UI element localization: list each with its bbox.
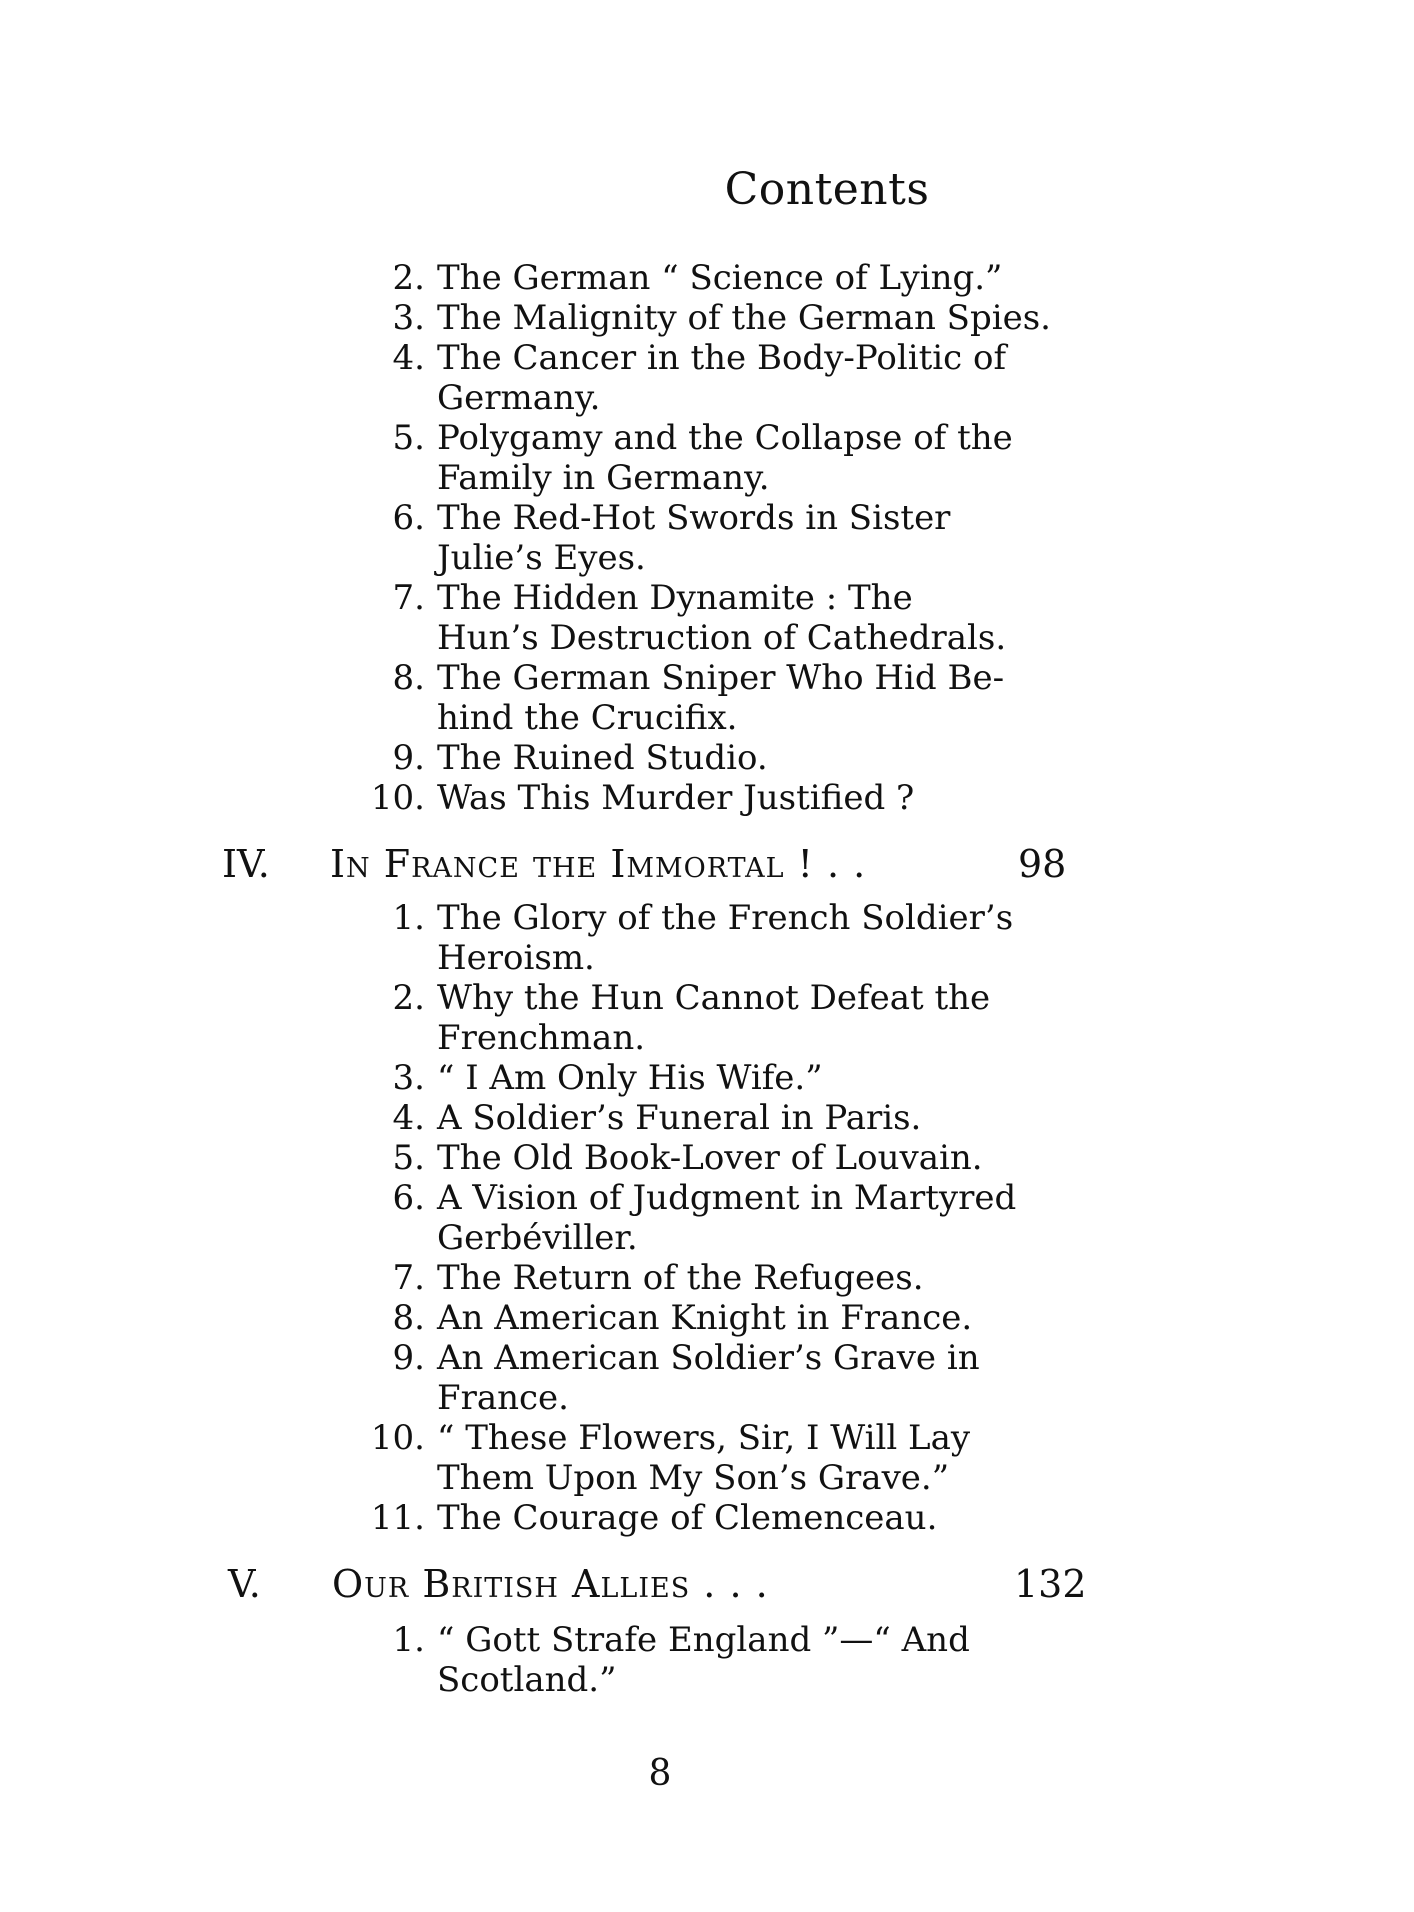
entry-line: A Vision of Judgment in Martyred [437, 1178, 1017, 1218]
entry-number: 10. [370, 778, 425, 818]
entry-title [437, 778, 997, 818]
entry-number: 3. [392, 1058, 425, 1098]
entry-line: Hun’s Destruction of Cathedrals. [437, 618, 1007, 658]
entry-line: Gerbéviller. [437, 1218, 638, 1258]
entry-number: 1. [392, 898, 425, 938]
entry-number: 11. [370, 1498, 425, 1538]
section-title: In France the Immortal ! . . [330, 842, 867, 886]
entry-line: The Glory of the French Soldier’s [437, 898, 1014, 938]
entry-title [437, 298, 1051, 338]
entry-line: Heroism. [437, 938, 595, 978]
entry-number: 6. [392, 1178, 425, 1218]
section-heading-iv [0, 842, 1414, 886]
entry-title [437, 1338, 997, 1418]
entry-line: The German Sniper Who Hid Be- [437, 658, 1005, 698]
entry-title [437, 1058, 997, 1098]
entry-title [437, 1258, 997, 1298]
entry-number: 2. [392, 258, 425, 298]
entry-line: Family in Germany. [437, 458, 770, 498]
entry-number: 4. [392, 1098, 425, 1138]
entry-line: An American Knight in France. [437, 1298, 973, 1338]
entry-number: 9. [392, 1338, 425, 1378]
entry-title [437, 978, 997, 1058]
entry-number: 4. [392, 338, 425, 378]
entry-title [437, 1178, 1017, 1258]
entry-line: Frenchman. [437, 1018, 646, 1058]
section-title: Our British Allies . . . [332, 1562, 769, 1606]
entry-line: The Cancer in the Body-Politic of [437, 338, 1007, 378]
entry-number: 2. [392, 978, 425, 1018]
entry-number: 8. [392, 1298, 425, 1338]
entry-line: The Courage of Clemenceau. [437, 1498, 938, 1538]
entry-line: A Soldier’s Funeral in Paris. [437, 1098, 922, 1138]
entry-line: “ These Flowers, Sir, I Will Lay [437, 1418, 971, 1458]
entry-title [437, 1098, 997, 1138]
entry-line: The Return of the Refugees. [437, 1258, 924, 1298]
entry-title [437, 1418, 997, 1498]
entry-line: The Ruined Studio. [437, 738, 768, 778]
section-page-number: 132 [1014, 1562, 1087, 1606]
entry-line: The Red-Hot Swords in Sister [437, 498, 951, 538]
entry-line: The Malignity of the German Spies. [437, 298, 1051, 338]
entry-line: Was This Murder Justified ? [437, 778, 915, 818]
entry-line: hind the Crucifix. [437, 698, 738, 738]
entry-line: Them Upon My Son’s Grave.” [437, 1458, 950, 1498]
entry-line: An American Soldier’s Grave in [437, 1338, 980, 1378]
entry-title [437, 418, 1013, 498]
entry-line: France. [437, 1378, 569, 1418]
entry-title [437, 578, 1007, 658]
entry-title [437, 1620, 997, 1700]
entry-title [437, 338, 1007, 418]
entry-line: Julie’s Eyes. [437, 538, 646, 578]
section-page-number: 98 [1018, 842, 1067, 886]
page-heading: Contents [724, 164, 930, 215]
entry-line: The Old Book-Lover of Louvain. [437, 1138, 983, 1178]
entry-line: Why the Hun Cannot Defeat the [437, 978, 991, 1018]
entry-title [437, 1498, 997, 1538]
entry-title [437, 1298, 997, 1338]
entry-line: “ I Am Only His Wife.” [437, 1058, 823, 1098]
section-numeral: V. [228, 1562, 261, 1606]
entry-number: 7. [392, 1258, 425, 1298]
entry-number: 5. [392, 1138, 425, 1178]
entry-number: 8. [392, 658, 425, 698]
entry-number: 5. [392, 418, 425, 458]
entry-title [437, 898, 1014, 978]
entry-line: The German “ Science of Lying.” [437, 258, 1003, 298]
entry-title [437, 498, 997, 578]
entry-title [437, 258, 1003, 298]
entry-line: “ Gott Strafe England ”—“ And [437, 1620, 970, 1660]
entry-number: 10. [370, 1418, 425, 1458]
entry-number: 7. [392, 578, 425, 618]
entry-line: Polygamy and the Collapse of the [437, 418, 1013, 458]
entry-title [437, 738, 997, 778]
page-number: 8 [648, 1753, 672, 1794]
entry-line: Germany. [437, 378, 601, 418]
entry-line: The Hidden Dynamite : The [437, 578, 913, 618]
entry-number: 9. [392, 738, 425, 778]
entry-number: 3. [392, 298, 425, 338]
entry-title [437, 658, 1005, 738]
section-numeral: IV. [222, 842, 270, 886]
entry-number: 1. [392, 1620, 425, 1660]
entry-title [437, 1138, 997, 1178]
entry-number: 6. [392, 498, 425, 538]
section-heading-v [0, 1562, 1414, 1606]
entry-line: Scotland.” [437, 1660, 617, 1700]
